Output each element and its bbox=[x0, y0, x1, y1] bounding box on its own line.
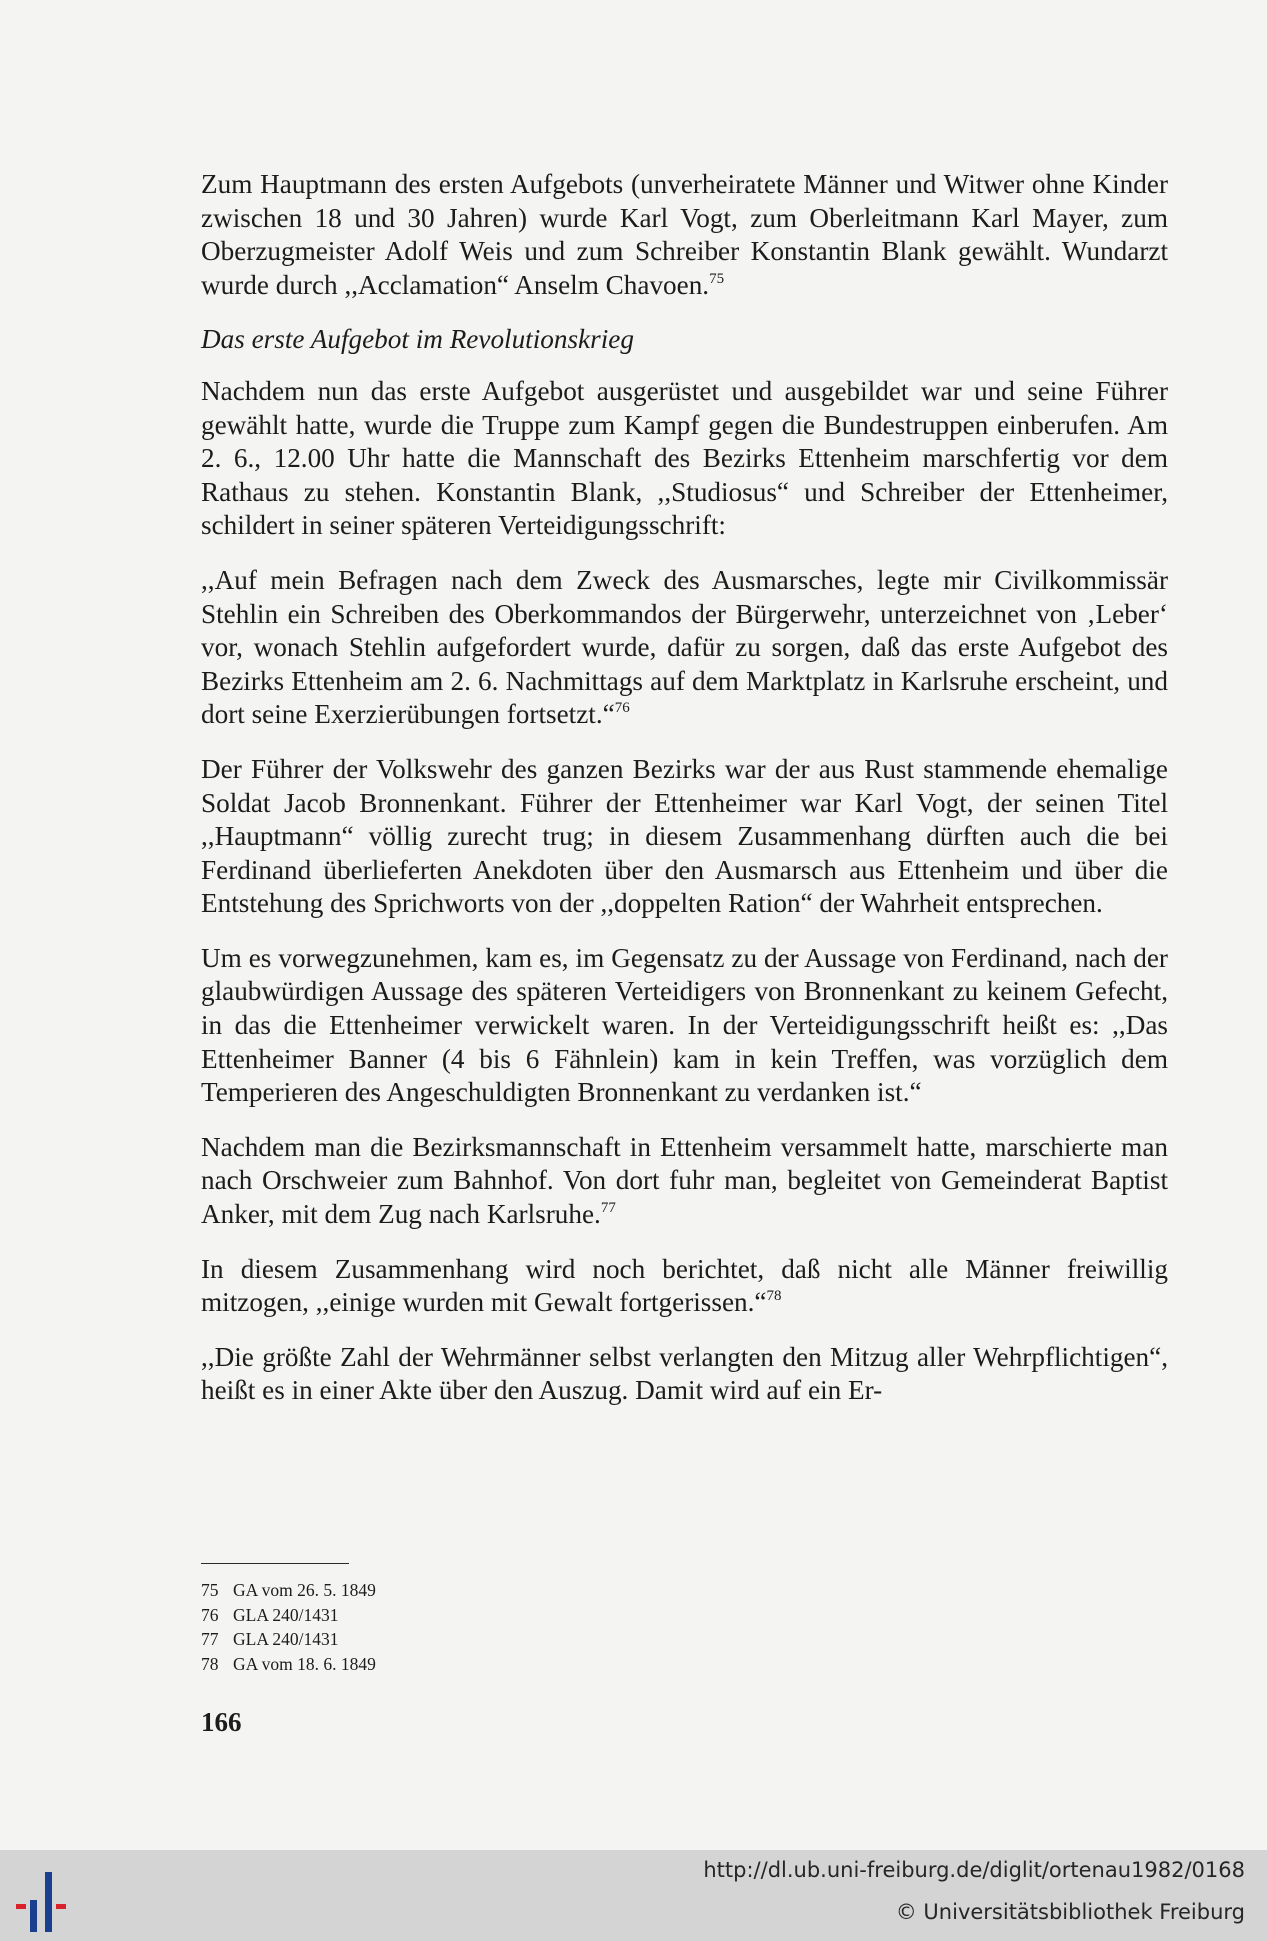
footnote-ref[interactable]: 75 bbox=[709, 270, 725, 287]
footnote bbox=[201, 1603, 376, 1628]
ub-freiburg-logo-icon bbox=[14, 1872, 80, 1932]
body-text bbox=[201, 168, 1168, 1429]
permalink-url[interactable]: http://dl.ub.uni-freiburg.de/diglit/ortenau1982/0168 bbox=[703, 1858, 1245, 1882]
paragraph: ,,Die größte Zahl der Wehrmänner selbst verlangten den Mitzug aller Wehrpflichtigen“, heißt es in einer Akte über den Auszug. Damit wird auf ein Er- bbox=[201, 1341, 1168, 1406]
paragraph: Zum Hauptmann des ersten Aufgebots (unverheiratete Männer und Witwer ohne Kinder zwischen 18 und 30 Jahren) wurde Karl Vogt, zum Oberleitmann Karl Mayer, zum Oberzugmeister Adolf Weis und zum Schreiber Konstantin Blank gewählt. Wundarzt wurde durch ,,Acclamation“ Anselm Chavoen.$^{75}$ bbox=[201, 169, 1168, 300]
viewer-footer bbox=[0, 1850, 1267, 1941]
paragraph: In diesem Zusammenhang wird noch berichtet, daß nicht alle Männer freiwillig mitzogen, ,,einige wurden mit Gewalt fortgerissen.“$^{78}$ bbox=[201, 1253, 1168, 1318]
page-number: 166 bbox=[201, 1707, 242, 1737]
paragraph: Um es vorwegzunehmen, kam es, im Gegensatz zu der Aussage von Ferdinand, nach der glaubwürdigen Aussage des späteren Verteidigers von Bronnenkant zu keinem Gefecht, in das die Ettenheimer verwickelt waren. In der Verteidigungsschrift heißt es: ,,Das Ettenheimer Banner (4 bis 6 Fähnlein) kam in kein Treffen, was vorzüglich dem Temperieren des Angeschuldigten Bronnenkant zu verdanken ist.“ bbox=[201, 942, 1168, 1108]
footnote-ref[interactable]: 78 bbox=[766, 1288, 782, 1305]
footnote bbox=[201, 1627, 376, 1652]
footnote-divider bbox=[201, 1563, 349, 1564]
footnote-text: GA vom 18. 6. 1849 bbox=[233, 1653, 376, 1674]
footnote-number: 76 bbox=[201, 1604, 219, 1625]
footnote-number: 75 bbox=[201, 1580, 219, 1600]
copyright-notice: © Universitätsbibliothek Freiburg bbox=[895, 1900, 1245, 1924]
footnote bbox=[201, 1652, 376, 1677]
footnote-text: GLA 240/1431 bbox=[233, 1629, 339, 1649]
paragraph: Nachdem nun das erste Aufgebot ausgerüstet und ausgebildet war und seine Führer gewählt hatte, wurde die Truppe zum Kampf gegen die Bundestruppen einberufen. Am 2. 6., 12.00 Uhr hatte die Mannschaft des Bezirks Ettenheim marschfertig vor dem Rathaus zu stehen. Konstantin Blank, ,,Studiosus“ und Schreiber der Ettenheimer, schildert in seiner späteren Verteidigungsschrift: bbox=[201, 375, 1168, 541]
footnote-ref[interactable]: 77 bbox=[600, 1200, 616, 1217]
footnote-number: 77 bbox=[201, 1629, 219, 1649]
paragraph: Nachdem man die Bezirksmannschaft in Ettenheim versammelt hatte, marschierte man nach Orschweier zum Bahnhof. Von dort fuhr man, begleitet von Gemeinderat Baptist Anker, mit dem Zug nach Karlsruhe.$^{77}$ bbox=[201, 1131, 1168, 1230]
footnote-number: 78 bbox=[201, 1653, 219, 1674]
footnote-text: GLA 240/1431 bbox=[233, 1604, 339, 1625]
footnotes bbox=[201, 1578, 376, 1676]
footnote-ref[interactable]: 76 bbox=[614, 700, 630, 717]
footnote bbox=[201, 1578, 376, 1603]
footnote-text: GA vom 26. 5. 1849 bbox=[233, 1580, 376, 1600]
quote-paragraph: ,,Auf mein Befragen nach dem Zweck des Ausmarsches, legte mir Civilkommissär Stehlin ein Schreiben des Oberkommandos der Bürgerwehr, unterzeichnet von ‚Leber‘ vor, wonach Stehlin aufgefordert wurde, dafür zu sorgen, daß das erste Aufgebot des Bezirks Ettenheim am 2. 6. Nachmittags auf dem Marktplatz in Karlsruhe erscheint, und dort seine Exerzierübungen fortsetzt.“$^{76}$ bbox=[201, 564, 1168, 730]
section-heading: Das erste Aufgebot im Revolutionskrieg bbox=[201, 324, 634, 355]
paragraph: Der Führer der Volkswehr des ganzen Bezirks war der aus Rust stammende ehemalige Soldat Jacob Bronnenkant. Führer der Ettenheimer war Karl Vogt, der seinen Titel ,,Hauptmann“ völlig zurecht trug; in diesem Zusammenhang dürften auch die bei Ferdinand überlieferten Anekdoten über den Ausmarsch aus Ettenheim und über die Entstehung des Sprichworts von der ,,doppelten Ration“ der Wahrheit entsprechen. bbox=[201, 753, 1168, 919]
